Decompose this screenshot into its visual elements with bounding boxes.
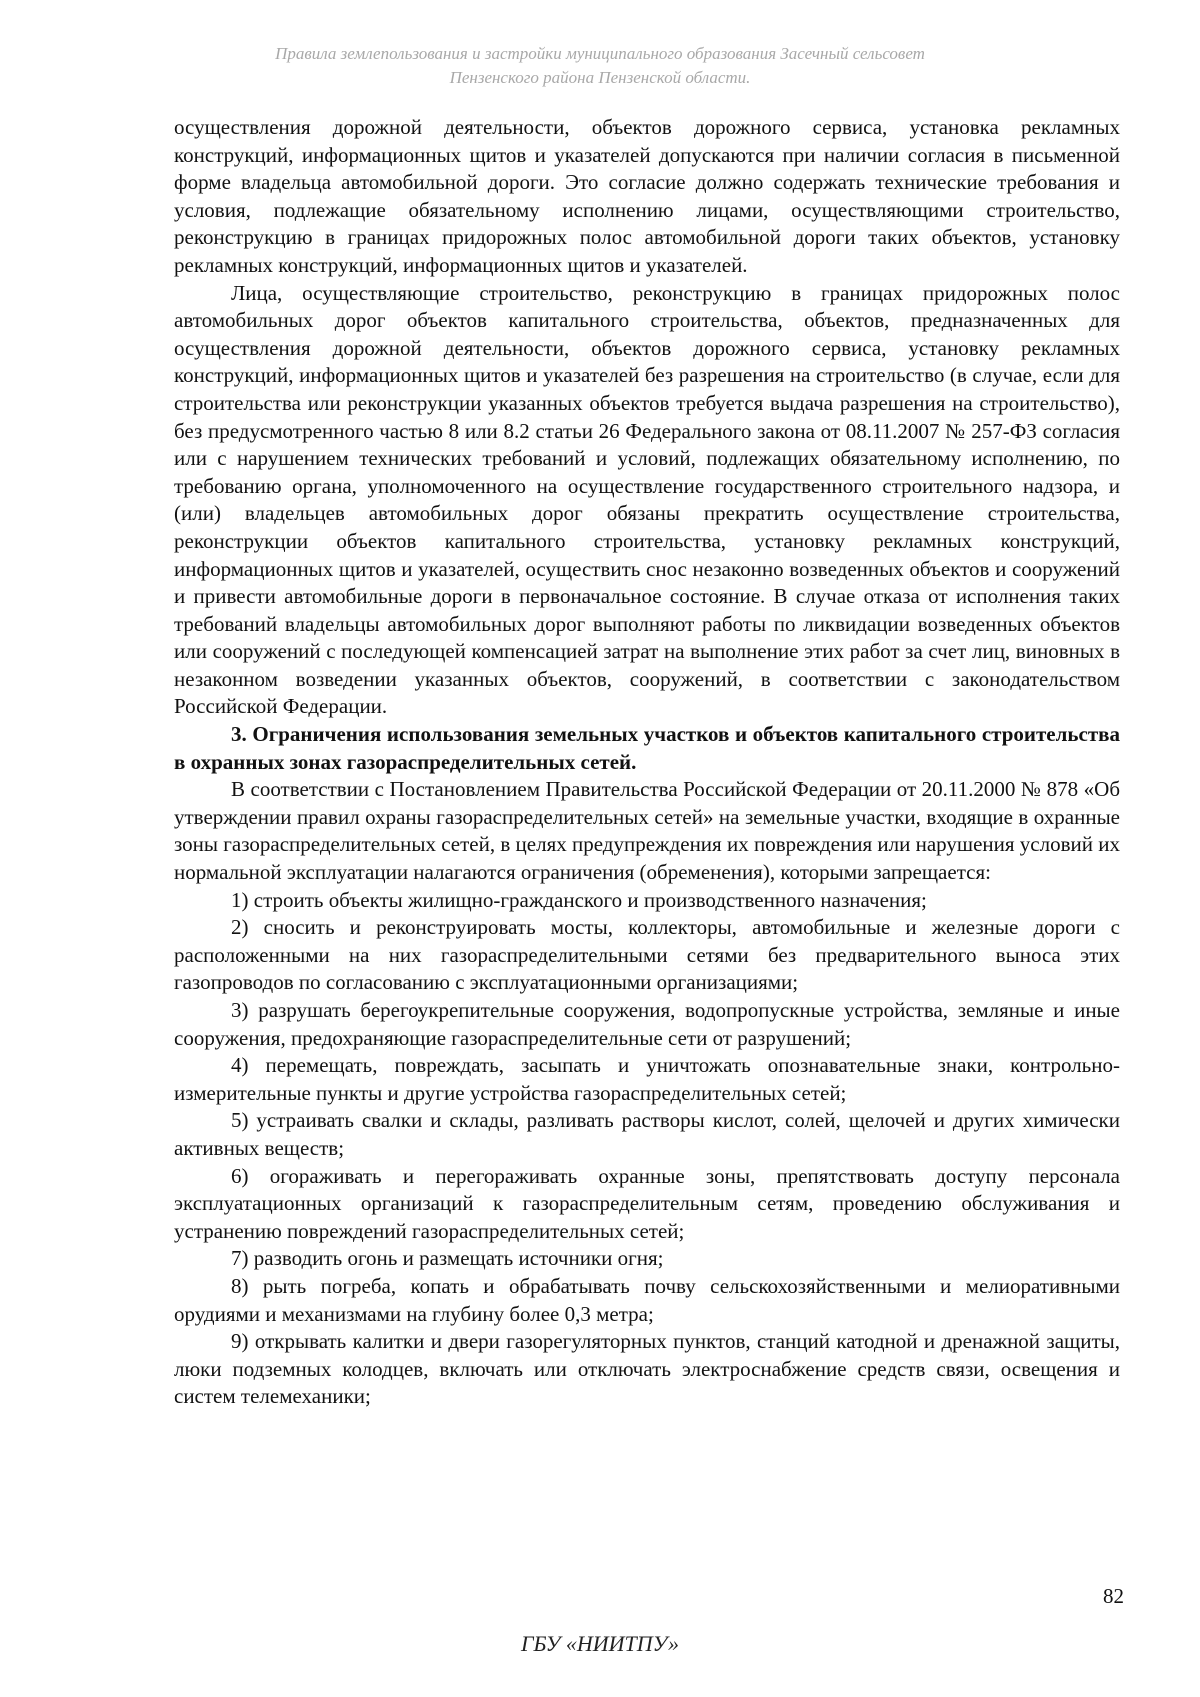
header-line-2: Пензенского района Пензенской области. — [449, 68, 751, 87]
list-item-4: 4) перемещать, повреждать, засыпать и уничтожать опознавательные знаки, контрольно-измерительные пункты и другие устройства газораспределительных сетей; — [174, 1053, 1120, 1105]
header-line-1: Правила землепользования и застройки муниципального образования Засечный сельсовет — [275, 44, 925, 63]
list-item-8: 8) рыть погреба, копать и обрабатывать почву сельскохозяйственными и мелиоративными орудиями и механизмами на глубину более 0,3 метра; — [174, 1273, 1120, 1326]
list-item-7: 7) разводить огонь и размещать источники огня; — [231, 1246, 664, 1271]
list-item-5: 5) устраивать свалки и склады, разливать растворы кислот, солей, щелочей и других химически активных веществ; — [174, 1108, 1120, 1160]
running-header — [0, 42, 1200, 90]
paragraph-road-construction: Лица, осуществляющие строительство, реконструкцию в границах придорожных полос автомобильных дорог объектов капитального строительства, объектов, предназначенных для осуществления дорожной деятельности, объектов дорожного сервиса, установку рекламных конструкций, информационных щитов и указателей без разрешения на строительство (в случае, если для строительства или реконструкции указанных объектов требуется выдача разрешения на строительство), без предусмотренного частью 8 или 8.2 статьи 26 Федерального закона от 08.11.2007 № 257-ФЗ согласия или с нарушением технических требований и условий, подлежащих обязательному исполнению, по требованию органа, уполномоченного на осуществление государственного строительного надзора, и (или) владельцев автомобильных дорог обязаны прекратить осуществление строительства, реконструкции объектов капитального строительства, установку рекламных конструкций, информационных щитов и указателей, осуществить снос незаконно возведенных объектов и сооружений и привести автомобильные дороги в первоначальное состояние. В случае отказа от исполнения таких требований владельцы автомобильных дорог выполняют работы по ликвидации возведенных объектов или сооружений с последующей компенсацией затрат на выполнение этих работ за счет лиц, виновных в незаконном возведении указанных объектов, сооружений, в соответствии с законодательством Российской Федерации. — [174, 280, 1120, 719]
footer-organization: ГБУ «НИИТПУ» — [520, 1631, 680, 1656]
section-heading: 3. Ограничения использования земельных участков и объектов капитального строительства в охранных зонах газораспределительных сетей. — [174, 722, 1120, 774]
paragraph-gas-network-intro: В соответствии с Постановлением Правительства Российской Федерации от 20.11.2000 № 878 «Об утверждении правил охраны газораспределительных сетей» на земельные участки, входящие в охранные зоны газораспределительных сетей, в целях предупреждения их повреждения или нарушения условий их нормальной эксплуатации налагаются ограничения (обременения), которыми запрещается: — [174, 777, 1120, 885]
paragraph-continuation: осуществления дорожной деятельности, объектов дорожного сервиса, установка рекламных конструкций, информационных щитов и указателей допускаются при наличии согласия в письменной форме владельца автомобильной дороги. Это согласие должно содержать технические требования и условия, подлежащие обязательному исполнению лицами, осуществляющими строительство, реконструкцию в границах придорожных полос автомобильной дороги таких объектов, установку рекламных конструкций, информационных щитов и указателей. — [174, 115, 1120, 277]
page-number: 82 — [1103, 1584, 1124, 1608]
list-item-9: 9) открывать калитки и двери газорегуляторных пунктов, станций катодной и дренажной защиты, люки подземных колодцев, включать или отключать электроснабжение средств связи, освещения и систем телемеханики; — [174, 1329, 1120, 1409]
list-item-3: 3) разрушать берегоукрепительные сооружения, водопропускные устройства, земляные и иные сооружения, предохраняющие газораспределительные сети от разрушений; — [174, 998, 1120, 1050]
list-item-2: 2) сносить и реконструировать мосты, коллекторы, автомобильные и железные дороги с расположенными на них газораспределительными сетями без предварительного выноса этих газопроводов по согласованию с эксплуатационными организациями; — [174, 915, 1120, 995]
list-item-1: 1) строить объекты жилищно-гражданского и производственного назначения; — [231, 887, 927, 912]
document-body — [174, 114, 1120, 1411]
list-item-6: 6) огораживать и перегораживать охранные зоны, препятствовать доступу персонала эксплуатационных организаций к газораспределительным сетям, проведению обслуживания и устранению повреждений газораспределительных сетей; — [174, 1163, 1120, 1243]
